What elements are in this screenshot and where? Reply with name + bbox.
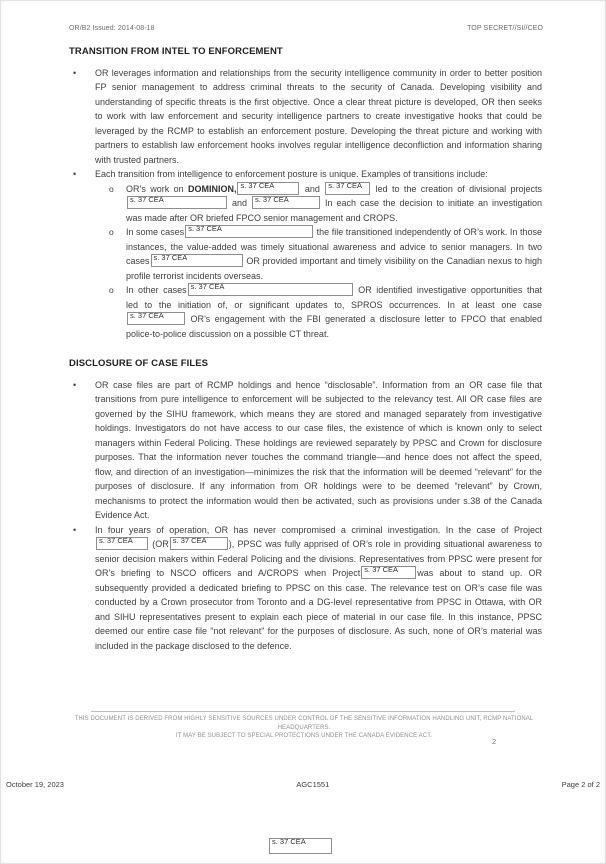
redaction-label: s. 37 CEA [190,282,225,291]
text-segment: OR case files are part of RCMP holdings and hence “disclosable”. Information from an OR case file that transitions from pure intelligence to enforcement will be subjected to the relevancy test. All OR case files are governed by the SIHU framework, which means they are stored and managed separately from investigative holdings. Investigators do not have access to our case files, the existence of which is known only to select managers within Federal Policing. These holdings are reviewed separately by PPSC and Crown for disclosure purposes. That the information never touches the command triangle—and hence does not affect the speed, flow, and direction of an investigation—minimizes the risk that the information will be deemed “relevant” for the purposes of disclosure. If any information from OR holdings were to be deemed “relevant” by Crown, mechanisms to protect the information would then be activated, such as provisions under s.38 of the Canada Evidence Act. [95,379,542,520]
redaction-label: s. 37 CEA [172,536,207,545]
text-segment: OR provided important and timely visibility on the Canadian nexus to high profile terrorist incidents overseas. [126,256,542,281]
redaction-label: s. 37 CEA [240,180,275,190]
redaction-box [127,196,227,209]
redaction-label: s. 37 CEA [364,565,399,574]
bullet-item [109,225,542,283]
text-segment: led to the creation of divisional projects [371,183,542,194]
footer-disclaimer [51,715,557,741]
redaction-box [127,312,185,325]
text-segment: OR identified investigative opportunities that led to the initiation of, or significant updates to, SPROS occurrences. In at least one case [126,285,542,310]
bottom-redaction-box [269,838,332,854]
header-doc-ref: OR/B2 Issued: 2014-08-18 [69,25,155,32]
text-segment: and [228,198,251,208]
bullet-item [69,167,542,182]
text-segment: In four years of operation, OR has never compromised a criminal investigation. In the case of Project [95,524,542,535]
footer-date: October 19, 2023 [6,780,64,789]
paragraph-text [95,66,542,168]
bullet-item [109,182,542,226]
document-body [69,39,542,653]
paragraph-text [95,167,542,182]
footer-doc-id: AGC1551 [296,780,330,789]
text-segment: (OR [149,539,169,549]
bullet-marker: • [73,379,77,390]
redaction-label: s. 37 CEA [130,311,164,320]
bullet-marker: • [73,67,77,78]
text-segment: In each case the decision to initiate an investigation was made after OR briefed FPCO senior management and CROPS. [126,198,542,223]
text-segment: In some cases [126,227,185,237]
redaction-label: s. 37 CEA [99,536,133,545]
redaction-box [325,182,370,195]
sub-bullet-marker: o [109,285,114,295]
redaction-label: s. 37 CEA [328,180,363,190]
redaction-label: s. 37 CEA [255,195,289,204]
redaction-box [151,254,243,267]
redaction-box [185,225,313,238]
footer-page-indicator: Page 2 of 2 [561,780,600,789]
text-segment: Each transition from intelligence to enforcement posture is unique. Examples of transitions include: [95,169,488,179]
redaction-box [170,537,228,550]
text-segment: OR’s engagement with the FBI generated a disclosure letter to FPCO that enabled police-to-police discussion on a possible CT threat. [126,314,542,339]
section-title: DISCLOSURE OF CASE FILES [69,358,209,369]
header-classification: TOP SECRET//SI//CEO [467,25,543,32]
text-segment: OR’s work on [126,183,188,194]
text-segment: DOMINION, [187,183,237,194]
redaction-box [188,283,353,296]
page-header [69,25,543,32]
paragraph-text [126,225,542,283]
redaction-label: s. 37 CEA [188,224,222,233]
redaction-label: s. 37 CEA [272,837,306,846]
section-title: TRANSITION FROM INTEL TO ENFORCEMENT [69,46,283,57]
paragraph-text [95,378,542,523]
paragraph-text [126,283,542,341]
text-segment: the file transitioned independently of OR’s work. In those instances, the value-added was timely situational awareness and advice to senior managers. In two cases [126,227,542,266]
disclaimer-line-2: IT MAY BE SUBJECT TO SPECIAL PROTECTIONS UNDER THE CANADA EVIDENCE ACT. [175,733,433,739]
bullet-item [69,66,542,168]
bullet-item [69,378,542,523]
bullet-marker: • [73,524,77,535]
bullet-marker: • [73,169,77,179]
text-segment: was about to stand up. OR subsequently provided a dedicated briefing to PPSC on this case. The relevance test on OR’s case file was conducted by a Crown prosecutor from Toronto and a DG-level representative from PPSC in Ottawa, with OR and SIHU representatives present to explain each piece of material in our case file. In this instance, PPSC deemed our entire case file “not relevant” for the purposes of disclosure. As such, none of OR’s material was included in the package disclosed to the defence. [95,568,542,651]
redaction-label: s. 37 CEA [130,195,164,204]
text-segment: OR leverages information and relationships from the security intelligence community in order to better position FP senior management to address criminal threats to the security of Canada. Developing visibility and understanding of specific threats is the first objective. Once a clear threat picture is developed, OR then seeks to work with law enforcement and security intelligence partners to create investigative hooks that could be leveraged by the RCMP to establish an enforcement posture. Developing the threat picture and working with partners to establish law enforcement hooks involves regular intelligence deconfliction and information sharing with trusted partners. [95,67,542,165]
redaction-box [96,537,148,550]
page-number: 2 [492,737,497,746]
stamp-footer [6,780,600,789]
text-segment: In other cases [126,285,187,295]
paragraph-text [126,182,542,226]
text-segment: ), PPSC was fully apprised of OR’s role in providing situational awareness to senior decision makers within Federal Policing and the divisions. Representatives from PPSC were present for OR’s briefing to NSCO officers and A/CROPS when Project [95,539,543,578]
bullet-item [109,283,542,341]
redaction-box [361,566,416,579]
redaction-box [237,182,299,195]
footer-divider [91,711,515,712]
redaction-box [252,196,320,209]
redaction-label: s. 37 CEA [153,253,188,262]
sub-bullet-marker: o [109,227,114,237]
sub-bullet-marker: o [109,183,114,194]
disclaimer-line-1: THIS DOCUMENT IS DERIVED FROM HIGHLY SENSITIVE SOURCES UNDER CONTROL OF THE SENSITIVE INFORMATION HANDLING UNIT, RCMP NATIONAL HEADQUARTERS. [74,716,534,731]
paragraph-text [95,523,542,654]
bullet-item [69,523,542,654]
text-segment: and [300,183,325,194]
